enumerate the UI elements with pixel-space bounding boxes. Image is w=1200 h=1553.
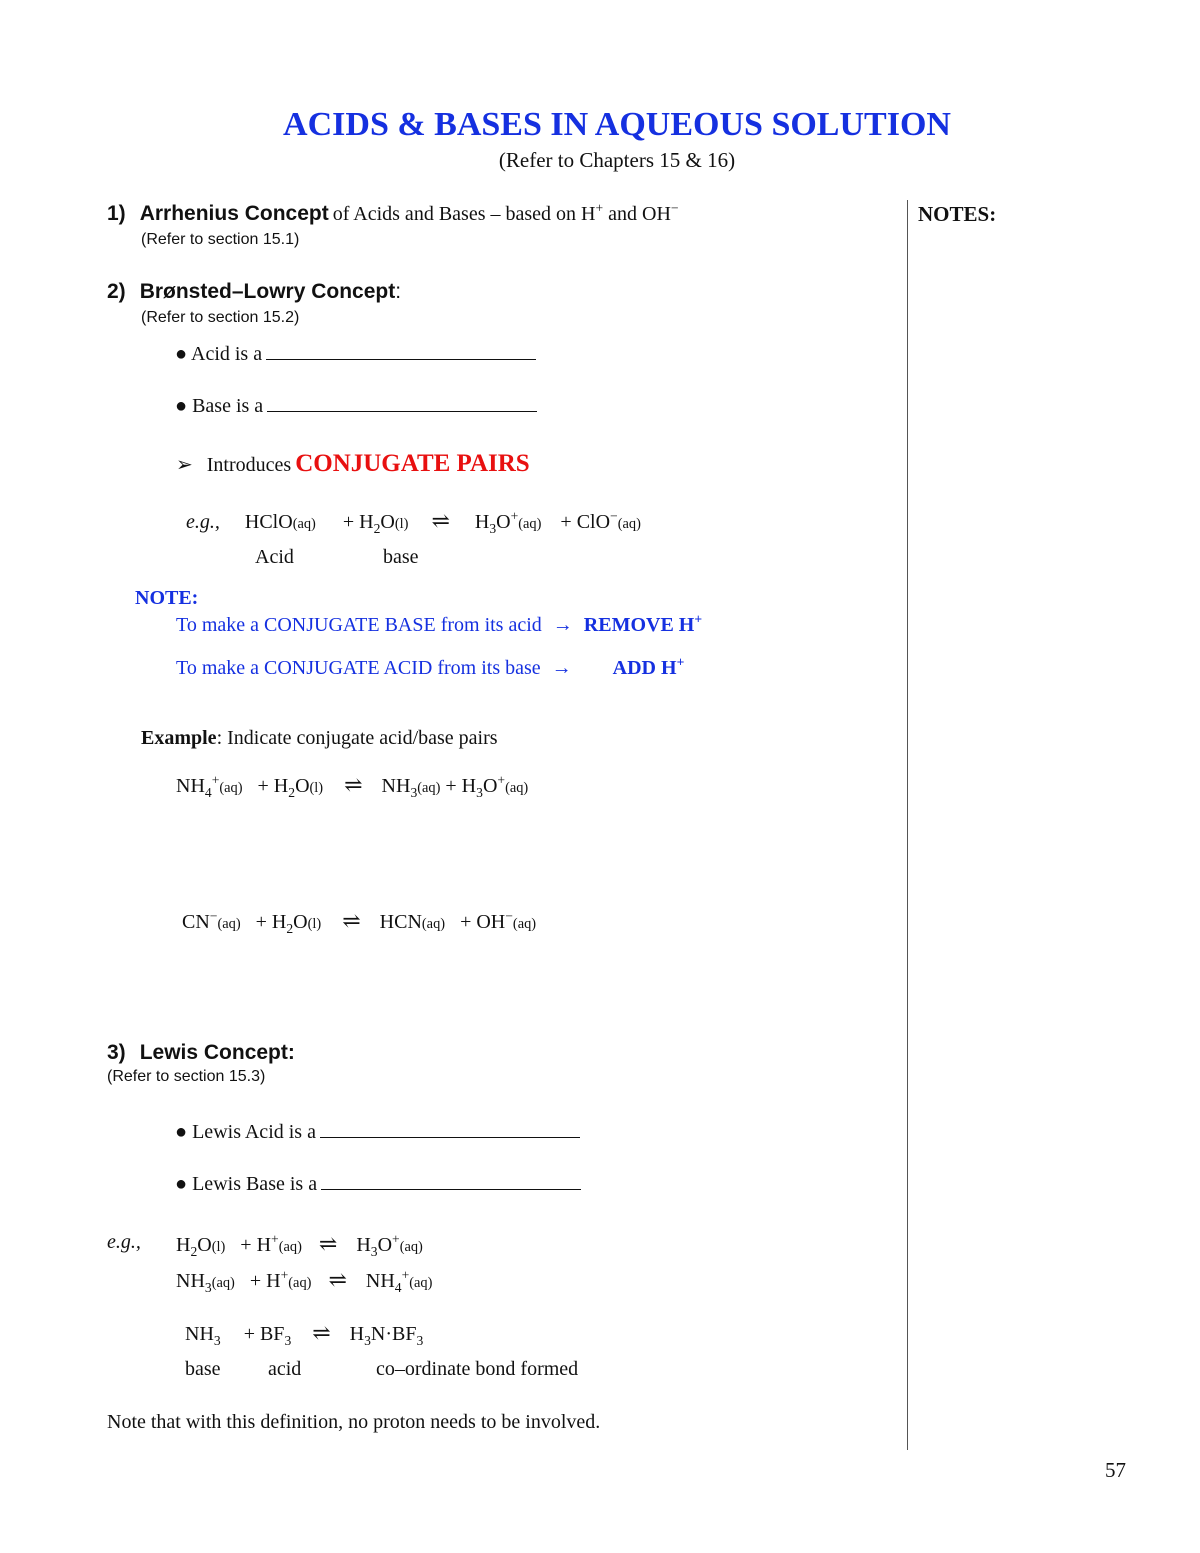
acid-definition-blank: ● Acid is a [175,341,536,366]
section-number: 3) [107,1041,126,1064]
section-arrhenius [107,202,679,226]
label-base: base [383,546,419,568]
section-reference: (Refer to section 15.3) [107,1068,266,1085]
notes-divider [907,200,908,1450]
bullet-icon: ● [175,1173,188,1195]
note-conjugate-acid: To make a CONJUGATE ACID from its base → ADD H+ [176,654,685,679]
section-reference: (Refer to section 15.2) [141,309,300,326]
bullet-icon: ● [175,343,188,365]
lewis-eg-label: e.g., [107,1231,141,1253]
base-definition-blank: ● Base is a [175,393,537,418]
answer-blank[interactable] [266,341,536,360]
answer-blank[interactable] [320,1119,580,1138]
equation-ammonia-proton: $NH_3(aq) + H^+(aq)$ ⇌ $NH_4^+(aq)$ [176,1267,433,1295]
answer-blank[interactable] [321,1171,581,1190]
section-heading: Arrhenius Concept [139,202,329,225]
lewis-base-definition-blank: ● Lewis Base is a [175,1171,581,1196]
example-heading: Example: Indicate conjugate acid/base pairs [141,727,498,749]
page-title: ACIDS & BASES IN AQUEOUS SOLUTION [283,106,951,143]
equation-water-proton: $H_2O(l) + H^+(aq)$ ⇌ $H_3O^+(aq)$ [176,1231,423,1259]
equilibrium-arrow-icon: ⇌ [431,508,450,533]
section-number: 1) [107,202,126,225]
page-number: 57 [1105,1458,1126,1482]
label-acid: acid [268,1358,302,1380]
equilibrium-arrow-icon: ⇌ [328,1267,347,1292]
equilibrium-arrow-icon: ⇌ [344,772,363,797]
arrow-bullet-icon: ➢ [176,454,193,476]
conjugate-pairs-label: CONJUGATE PAIRS [295,450,530,477]
equation-nh3-bf3: $NH_3 + BF_3$ ⇌ $H_3N\cdot BF_3$ [185,1320,424,1348]
note-label: NOTE: [135,587,199,609]
equation-hclo: e.g., HClO(aq) + $H_2O(l)$ ⇌ $H_3O^+(aq) + ClO^-(aq)$ [186,508,641,536]
closing-note: Note that with this definition, no proton needs to be involved. [107,1411,601,1433]
section-heading: Lewis Concept: [139,1041,295,1064]
equilibrium-arrow-icon: ⇌ [318,1231,338,1256]
section-bronsted-lowry: 2) Brønsted–Lowry Concept: [107,280,402,303]
section-number: 2) [107,280,126,303]
right-arrow-icon: → [551,657,572,679]
label-coordinate-bond: co–ordinate bond formed [376,1358,579,1380]
right-arrow-icon: → [552,614,573,636]
page-subtitle: (Refer to Chapters 15 & 16) [498,148,736,172]
bullet-icon: ● [175,395,188,417]
section-lewis [107,1041,295,1065]
answer-blank[interactable] [267,393,537,412]
bullet-icon: ● [175,1121,188,1143]
section-reference: (Refer to section 15.1) [141,231,300,248]
lewis-acid-definition-blank: ● Lewis Acid is a [175,1119,580,1144]
notes-label: NOTES: [918,202,997,226]
equilibrium-arrow-icon: ⇌ [342,908,361,933]
equation-nh4: $NH_4^+(aq) + H_2O(l)$ ⇌ $NH_3(aq) + H_3O^+(aq)$ [176,772,529,800]
conjugate-pairs-intro: ➢ Introduces CONJUGATE PAIRS [176,450,530,477]
equation-cn: $CN^-(aq) + H_2O(l)$ ⇌ HCN(aq) + OH−(aq) [182,908,537,936]
section-description: of Acids and Bases – based on H+ and OH− [332,200,679,225]
label-base: base [185,1358,221,1380]
note-conjugate-base: To make a CONJUGATE BASE from its acid → REMOVE H+ [176,611,703,636]
label-acid: Acid [255,546,294,568]
section-heading: Brønsted–Lowry Concept [139,280,396,303]
equilibrium-arrow-icon: ⇌ [312,1320,331,1345]
